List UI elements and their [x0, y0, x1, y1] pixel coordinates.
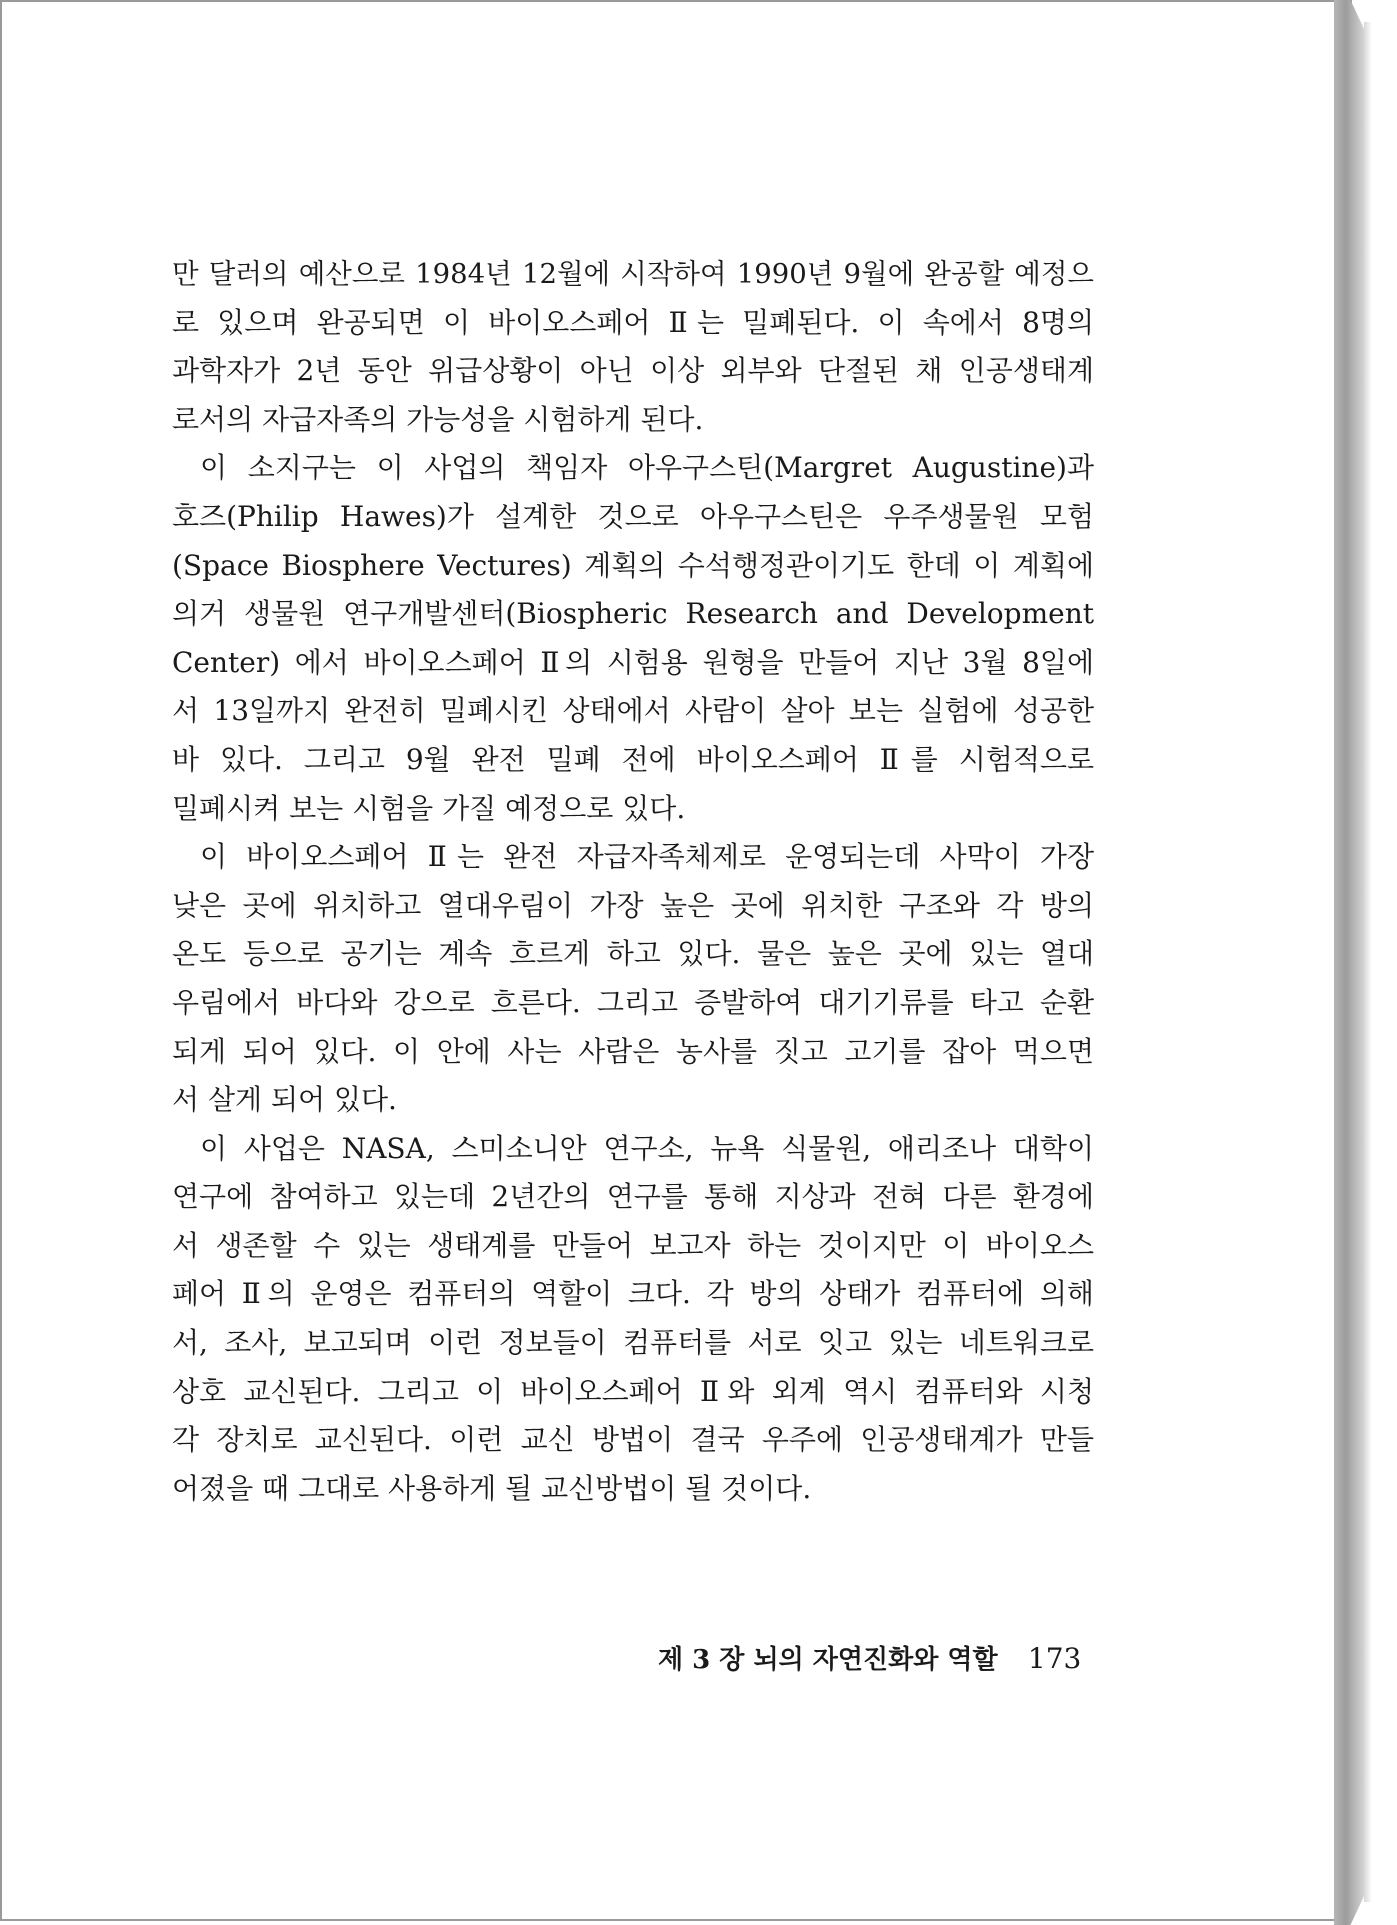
text-line: 페어 Ⅱ의 운영은 컴퓨터의 역할이 크다. 각 방의 상태가 컴퓨터에 의해: [172, 1277, 1094, 1311]
chapter-title: 제 3 장 뇌의 자연진화와 역할: [658, 1645, 998, 1675]
page-edge-shadow: [1364, 22, 1372, 1902]
text-line: 서 살게 되어 있다.: [172, 1083, 397, 1117]
paragraph: [172, 444, 1094, 833]
text-line: 낮은 곳에 위치하고 열대우림이 가장 높은 곳에 위치한 구조와 각 방의: [172, 888, 1094, 922]
text-line: 의거 생물원 연구개발센터(Biospheric Research and Development: [172, 597, 1094, 631]
text-line: 로서의 자급자족의 가능성을 시험하게 된다.: [172, 402, 704, 436]
page-number: 173: [1027, 1642, 1082, 1675]
text-line: 이 사업은 NASA, 스미소니안 연구소, 뉴욕 식물원, 애리조나 대학이: [200, 1131, 1094, 1165]
text-line: 만 달러의 예산으로 1984년 12월에 시작하여 1990년 9월에 완공할 예정으: [172, 258, 1094, 290]
text-line: 과학자가 2년 동안 위급상황이 아닌 이상 외부와 단절된 채 인공생태계: [172, 354, 1094, 388]
text-line: 로 있으며 완공되면 이 바이오스페어 Ⅱ는 밀폐된다. 이 속에서 8명의: [172, 305, 1094, 339]
text-line: 밀폐시켜 보는 시험을 가질 예정으로 있다.: [172, 791, 686, 825]
text-line: 연구에 참여하고 있는데 2년간의 연구를 통해 지상과 전혀 다른 환경에: [172, 1180, 1094, 1214]
text-line: 우림에서 바다와 강으로 흐른다. 그리고 증발하여 대기기류를 타고 순환: [172, 985, 1094, 1019]
text-line: 상호 교신된다. 그리고 이 바이오스페어 Ⅱ와 외계 역시 컴퓨터와 시청: [172, 1374, 1094, 1408]
text-line: 되게 되어 있다. 이 안에 사는 사람은 농사를 짓고 고기를 잡아 먹으면: [172, 1034, 1094, 1068]
text-line: 바 있다. 그리고 9월 완전 밀폐 전에 바이오스페어 Ⅱ를 시험적으로: [172, 742, 1094, 776]
paragraph: [172, 833, 1094, 1125]
text-line: 어졌을 때 그대로 사용하게 될 교신방법이 될 것이다.: [172, 1471, 812, 1505]
text-line: 서 13일까지 완전히 밀폐시킨 상태에서 사람이 살아 보는 실험에 성공한: [172, 694, 1094, 728]
paragraph: [172, 250, 1094, 444]
text-line: 호즈(Philip Hawes)가 설계한 것으로 아우구스틴은 우주생물원 모험: [172, 499, 1094, 533]
text-line: 각 장치로 교신된다. 이런 교신 방법이 결국 우주에 인공생태계가 만들: [172, 1423, 1094, 1457]
page-stack-edge: [1334, 0, 1364, 1925]
text-line: 이 바이오스페어 Ⅱ는 완전 자급자족체제로 운영되는데 사막이 가장: [200, 840, 1094, 874]
body-text: [172, 250, 1094, 1513]
text-line: 온도 등으로 공기는 계속 흐르게 하고 있다. 물은 높은 곳에 있는 열대: [172, 937, 1094, 971]
text-line: (Space Biosphere Vectures) 계획의 수석행정관이기도 한데 이 계획에: [172, 548, 1094, 582]
text-line: 이 소지구는 이 사업의 책임자 아우구스틴(Margret Augustine)과: [200, 451, 1094, 485]
text-line: 서 생존할 수 있는 생태계를 만들어 보고자 하는 것이지만 이 바이오스: [172, 1228, 1094, 1262]
text-line: 서, 조사, 보고되며 이런 정보들이 컴퓨터를 서로 잇고 있는 네트워크로: [172, 1326, 1094, 1360]
paragraph: [172, 1125, 1094, 1514]
running-footer: [658, 1634, 1082, 1684]
text-line: Center) 에서 바이오스페어 Ⅱ의 시험용 원형을 만들어 지난 3월 8일에: [172, 645, 1094, 679]
